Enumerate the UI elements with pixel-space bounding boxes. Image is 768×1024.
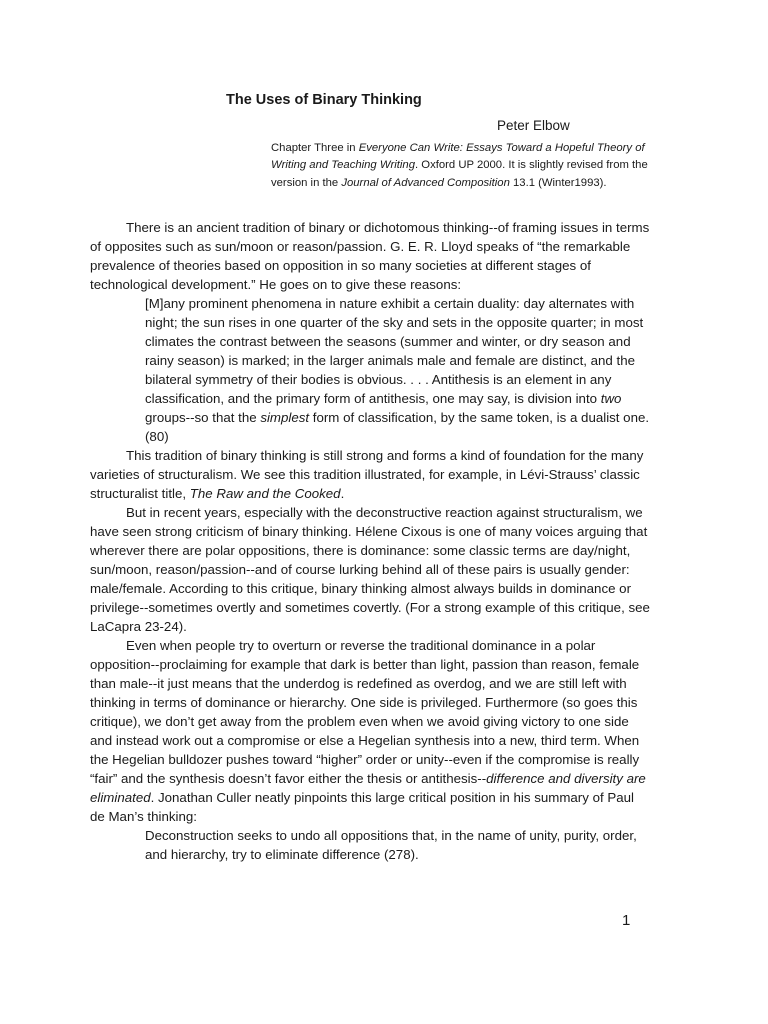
citation-line	[271, 175, 691, 192]
text-line: de Man’s thinking:	[90, 809, 197, 824]
text-line: wherever there are polar oppositions, there is dominance: some classic terms are day/night,	[90, 543, 631, 558]
text-line: This tradition of binary thinking is still strong and forms a kind of foundation for the many	[126, 448, 644, 463]
text-line: night; the sun rises in one quarter of the sky and sets in the opposite quarter; in most	[145, 315, 644, 330]
citation-line	[271, 140, 691, 157]
text-run: groups--so that the	[145, 410, 261, 425]
text-line: critique), we don’t get away from the problem even when we avoid giving victory to one side	[90, 714, 629, 729]
text-line: male/female. According to this critique, binary thinking almost always builds in dominance or	[90, 581, 632, 596]
citation-text: 13.1 (Winter1993).	[509, 176, 607, 189]
citation-text: . Oxford UP 2000. It is slightly revised from the	[415, 159, 648, 172]
text-line: the Hegelian bulldozer pushes toward “higher” order or unity--even if the compromise is really	[90, 752, 640, 767]
paragraph-1	[90, 218, 690, 294]
text-line	[90, 788, 690, 807]
citation-note	[271, 140, 691, 192]
text-line: privilege--sometimes overtly and sometimes covertly. (For a strong example of this critique, see	[90, 600, 650, 615]
italic-run: The Raw and the Cooked	[189, 486, 341, 501]
document-author: Peter Elbow	[497, 118, 570, 133]
text-line: (80)	[145, 429, 169, 444]
text-line	[90, 484, 690, 503]
italic-run: eliminated	[90, 790, 151, 805]
text-run: “fair” and the synthesis doesn’t favor either the thesis or antithesis--	[90, 771, 487, 786]
text-line: There is an ancient tradition of binary or dichotomous thinking--of framing issues in terms	[126, 220, 650, 235]
text-line	[90, 769, 690, 788]
text-line: [M]any prominent phenomena in nature exhibit a certain duality: day alternates with	[145, 296, 635, 311]
text-line: LaCapra 23-24).	[90, 619, 187, 634]
text-line: of opposites such as sun/moon or reason/passion. G. E. R. Lloyd speaks of “the remarkable	[90, 239, 631, 254]
text-line: than male--it just means that the underdog is redefined as overdog, and we are still left with	[90, 676, 627, 691]
text-line: opposition--proclaiming for example that dark is better than light, passion than reason, female	[90, 657, 640, 672]
text-line: sun/moon, reason/passion--and of course lurking behind all of these pairs is usually gender:	[90, 562, 630, 577]
page-number: 1	[622, 912, 631, 929]
italic-run: difference and diversity are	[486, 771, 646, 786]
document-title: The Uses of Binary Thinking	[226, 92, 422, 108]
citation-text: version in the	[271, 176, 342, 189]
text-line: technological development.” He goes on to give these reasons:	[90, 277, 462, 292]
document-body	[90, 218, 690, 864]
text-line: and instead work out a compromise or else a Hegelian synthesis into a new, third term. When	[90, 733, 640, 748]
text-line: varieties of structuralism. We see this tradition illustrated, for example, in Lévi-Strauss’ classic	[90, 467, 640, 482]
text-run: form of classification, by the same token, is a dualist one.	[309, 410, 650, 425]
citation-book-title: Writing and Teaching Writing	[271, 159, 415, 172]
text-line: But in recent years, especially with the deconstructive reaction against structuralism, we	[126, 505, 643, 520]
paragraph-4	[90, 636, 690, 826]
text-run: . Jonathan Culler neatly pinpoints this large critical position in his summary of Paul	[150, 790, 634, 805]
paragraph-3	[90, 503, 690, 636]
block-quote-lloyd	[145, 294, 690, 446]
text-line: thinking in terms of dominance or hierarchy. One side is privileged. Furthermore (so goes this	[90, 695, 638, 710]
text-line	[145, 389, 690, 408]
text-line: bilateral symmetry of their bodies is obvious. . . . Antithesis is an element in any	[145, 372, 612, 387]
citation-book-title: Everyone Can Write: Essays Toward a Hopeful Theory of	[358, 142, 645, 154]
text-line	[145, 408, 690, 427]
text-line: and hierarchy, try to eliminate difference (278).	[145, 847, 419, 862]
text-line: prevalence of theories based on opposition in so many societies at different stages of	[90, 258, 591, 273]
text-run: structuralist title,	[90, 486, 190, 501]
block-quote-culler	[145, 826, 690, 864]
italic-run: simplest	[260, 410, 310, 425]
citation-line	[271, 157, 691, 174]
text-run: .	[340, 486, 345, 501]
text-line: Deconstruction seeks to undo all oppositions that, in the name of unity, purity, order,	[145, 828, 637, 843]
text-line: have seen strong criticism of binary thinking. Hélene Cixous is one of many voices arguing that	[90, 524, 648, 539]
text-run: classification, and the primary form of antithesis, one may say, is division into	[145, 391, 601, 406]
text-line: rainy season) is marked; in the larger animals male and female are distinct, and the	[145, 353, 636, 368]
italic-run: two	[600, 391, 622, 406]
text-line: Even when people try to overturn or reverse the traditional dominance in a polar	[126, 638, 596, 653]
paragraph-2	[90, 446, 690, 503]
citation-text: Chapter Three in	[271, 142, 359, 154]
citation-journal-title: Journal of Advanced Composition	[341, 176, 510, 189]
text-line: climates the contrast between the seasons (summer and winter, or dry season and	[145, 334, 631, 349]
